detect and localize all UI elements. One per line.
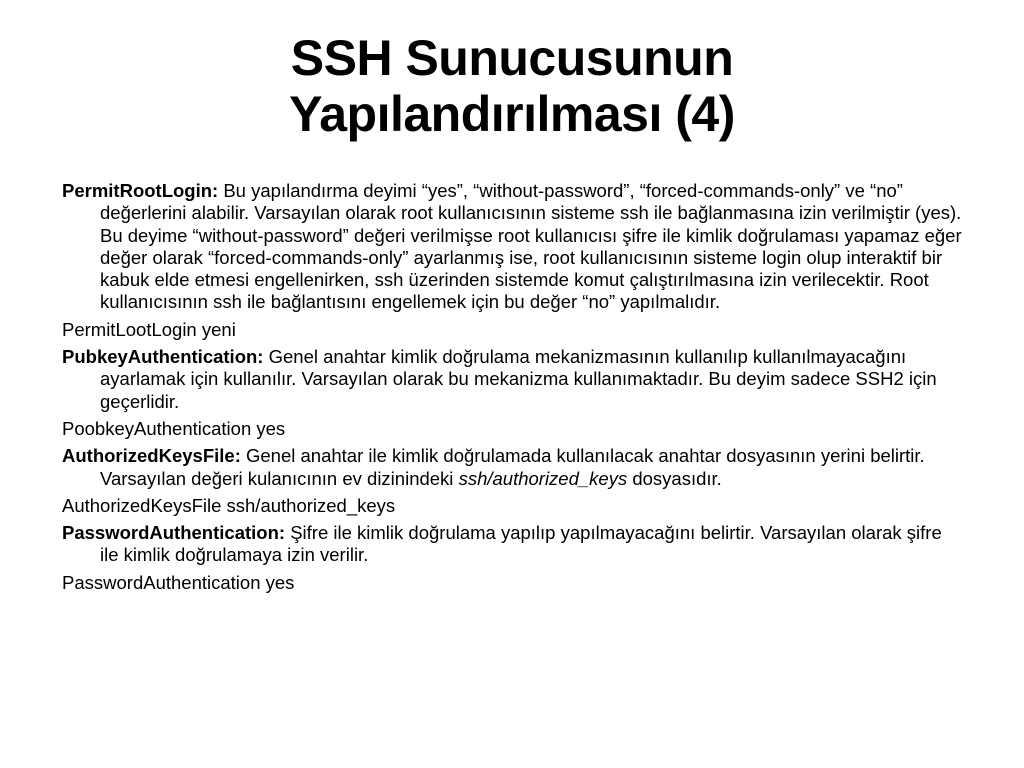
desc-passwordauthentication: Şifre ile kimlik doğrulama yapılıp yapılmayacağını belirtir. Varsayılan olarak şifre ile kimlik doğrulamaya izin verilir. <box>100 522 942 566</box>
item-permitrootlogin <box>62 180 962 314</box>
slide-body <box>62 180 962 599</box>
item-passwordauthentication <box>62 522 962 567</box>
term-pubkeyauthentication: PubkeyAuthentication: <box>62 346 264 368</box>
term-passwordauthentication: PasswordAuthentication: <box>62 522 286 544</box>
term-permitrootlogin: PermitRootLogin: <box>62 180 219 201</box>
slide-title <box>0 30 1024 142</box>
desc-authorizedkeysfile-end: dosyasıdır. <box>627 467 722 489</box>
term-authorizedkeysfile: AuthorizedKeysFile: <box>62 445 241 467</box>
path-authorized-keys: ssh/authorized_keys <box>458 467 628 489</box>
item-authorizedkeysfile <box>62 445 962 490</box>
slide-title-line-2: Yapılandırılması (4) <box>289 86 735 142</box>
desc-permitrootlogin: Bu yapılandırma deyimi “yes”, “without-password”, “forced-commands-only” ve “no” değerlerini alabilir. Varsayılan olarak root kullanıcısının sisteme ssh ile bağlanmasına izin verilmiştir (yes). Bu deyime “without-password” değeri verilmişse root kullanıcısı şifre ile kimlik doğrulaması yapamaz eğer değer olarak “forced-commands-only” ayarlanmış ise, root kullanıcısının sisteme login olup interaktif bir kabuk elde etmesi engellenirken, ssh üzerinden sistemde komut çalıştırılmasına izin verilecektir. Root kullanıcısının ssh ile bağlantısını engellemek için bu değer “no” yapılmalıdır. <box>100 180 962 313</box>
example-passwordauthentication: PasswordAuthentication yes <box>62 571 295 593</box>
item-pubkeyauthentication <box>62 346 962 413</box>
desc-pubkeyauthentication: Genel anahtar kimlik doğrulama mekanizmasının kullanılıp kullanılmayacağını ayarlamak için kullanılır. Varsayılan olarak bu mekanizma kullanımaktadır. Bu deyim sadece SSH2 için geçerlidir. <box>100 346 937 412</box>
example-pubkeyauthentication: PoobkeyAuthentication yes <box>62 417 286 439</box>
slide-title-line-1: SSH Sunucusunun <box>290 30 734 86</box>
example-permitrootlogin: PermitLootLogin yeni <box>62 318 236 340</box>
example-authorizedkeysfile: AuthorizedKeysFile ssh/authorized_keys <box>62 494 396 516</box>
desc-authorizedkeysfile: Genel anahtar ile kimlik doğrulamada kullanılacak anahtar dosyasının yerini belirtir. Varsayılan değeri kulanıcının ev dizinindeki <box>100 445 925 489</box>
